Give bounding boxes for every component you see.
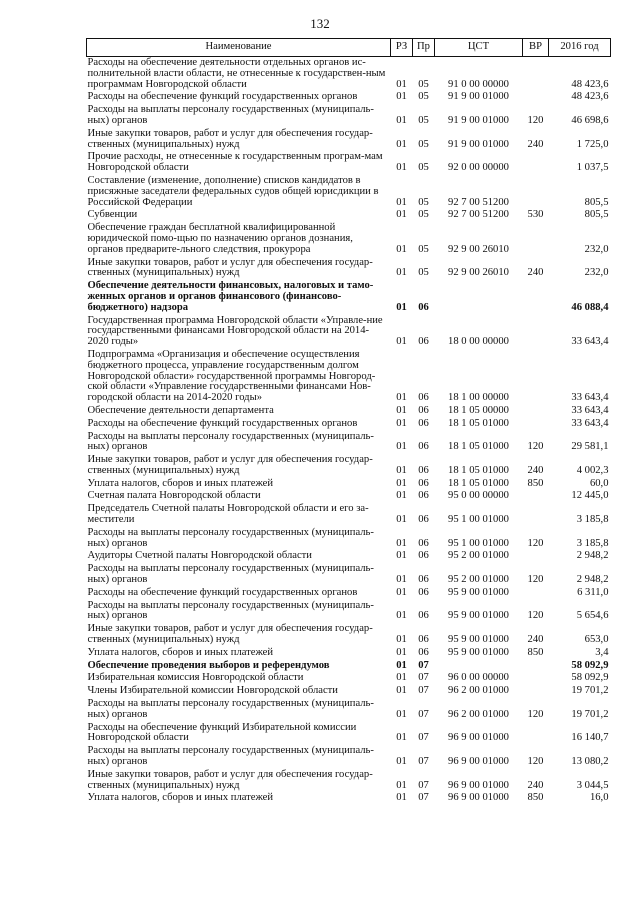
table-row: [87, 600, 611, 624]
table-row: [87, 418, 611, 431]
row-name: Члены Избирательной комиссии Новгородской области: [87, 685, 338, 697]
row-rz: 01: [396, 708, 407, 720]
row-pr: 05: [418, 209, 429, 221]
header-name: Наименование: [87, 39, 391, 57]
row-cst: 96 9 00 01000: [448, 779, 509, 791]
row-amount: 33 643,4: [571, 417, 609, 429]
table-row: [87, 550, 611, 563]
row-name: Уплата налогов, сборов и иных платежей: [87, 792, 274, 804]
row-cst: 92 0 00 00000: [448, 162, 509, 174]
row-amount: 3 044,5: [576, 779, 609, 791]
row-name: Обеспечение проведения выборов и референдумов: [87, 659, 330, 671]
row-amount: 2 948,2: [576, 574, 609, 586]
row-amount: 58 092,9: [571, 672, 609, 684]
row-vr: 530: [527, 209, 544, 221]
row-pr: 06: [418, 477, 429, 489]
row-amount: 33 643,4: [571, 336, 609, 348]
row-pr: 06: [418, 441, 429, 453]
row-rz: 01: [396, 114, 407, 126]
row-rz: 01: [396, 243, 407, 255]
row-amount: 46 088,4: [571, 301, 609, 313]
row-rz: 01: [396, 514, 407, 526]
row-cst: 92 9 00 26010: [448, 267, 509, 279]
row-vr: [523, 222, 549, 256]
row-name: Расходы на обеспечение функций государственных органов: [87, 91, 358, 103]
row-pr: 06: [418, 404, 429, 416]
row-cst: 96 9 00 01000: [448, 756, 509, 768]
row-rz: 01: [396, 267, 407, 279]
row-pr: 07: [418, 756, 429, 768]
table-header-row: [87, 39, 611, 57]
row-cst: 95 1 00 01000: [448, 537, 509, 549]
row-vr: [523, 315, 549, 349]
table-row: [87, 672, 611, 685]
row-cst: 95 9 00 01000: [448, 586, 509, 598]
table-row: [87, 405, 611, 418]
row-pr: 05: [418, 138, 429, 150]
row-name: Государственная программа Новгородской области «Управле-ние государственными финансами Новгородской области на 2014-2020 годы»: [87, 314, 383, 348]
row-pr: 07: [418, 779, 429, 791]
row-amount: 29 581,1: [571, 441, 609, 453]
row-amount: 58 092,9: [571, 659, 609, 671]
row-amount: 805,5: [584, 209, 609, 221]
row-name: Подпрограмма «Организация и обеспечение осуществления бюджетного процесса, управление государственным долгом Новгородской области» государственной программы Новгород-ской области «Управление государственными финансами Нов-городской области на 2014-2020 годы»: [87, 348, 376, 404]
row-vr: 120: [527, 574, 544, 586]
row-pr: 06: [418, 574, 429, 586]
row-vr: [523, 503, 549, 527]
table-row: [87, 769, 611, 793]
row-name: Расходы на обеспечение функций государственных органов: [87, 417, 358, 429]
row-cst: 95 9 00 01000: [448, 610, 509, 622]
table-row: [87, 209, 611, 222]
row-rz: 01: [396, 417, 407, 429]
table-row: [87, 128, 611, 152]
row-vr: 850: [527, 477, 544, 489]
row-rz: 01: [396, 91, 407, 103]
row-amount: 3,4: [595, 646, 609, 658]
row-name: Обеспечение деятельности департамента: [87, 404, 274, 416]
table-row: [87, 660, 611, 673]
row-vr: 850: [527, 646, 544, 658]
table-row: [87, 503, 611, 527]
table-row: [87, 745, 611, 769]
table-row: [87, 698, 611, 722]
row-pr: 05: [418, 243, 429, 255]
table-row: [87, 151, 611, 175]
row-rz: 01: [396, 685, 407, 697]
row-vr: [523, 405, 549, 418]
table-row: [87, 792, 611, 805]
row-vr: [523, 722, 549, 746]
row-cst: 92 7 00 51200: [448, 196, 509, 208]
row-amount: 3 185,8: [576, 537, 609, 549]
row-vr: [523, 660, 549, 673]
row-pr: 07: [418, 685, 429, 697]
row-cst: 18 0 00 00000: [448, 336, 509, 348]
row-name: Обеспечение деятельности финансовых, налоговых и тамо-женных органов и органов финансового (финансово-бюджетного) надзора: [87, 280, 374, 313]
row-vr: 120: [527, 537, 544, 549]
row-name: Расходы на выплаты персоналу государственных (муниципаль-ных) органов: [87, 430, 374, 453]
row-name: Иные закупки товаров, работ и услуг для обеспечения государ-ственных (муниципальных) нужд: [87, 127, 373, 150]
row-pr: 06: [418, 634, 429, 646]
row-pr: 06: [418, 392, 429, 404]
row-rz: 01: [396, 490, 407, 502]
row-pr: 06: [418, 301, 429, 313]
table-row: [87, 222, 611, 256]
row-vr: [523, 91, 549, 104]
row-rz: 01: [396, 586, 407, 598]
row-cst: 92 7 00 51200: [448, 209, 509, 221]
row-rz: 01: [396, 732, 407, 744]
table-row: [87, 257, 611, 281]
row-vr: [523, 587, 549, 600]
row-name: Счетная палата Новгородской области: [87, 490, 261, 502]
table-row: [87, 490, 611, 503]
row-pr: 06: [418, 537, 429, 549]
header-rz: РЗ: [391, 39, 413, 57]
row-cst: 96 9 00 01000: [448, 732, 509, 744]
row-cst: 96 2 00 01000: [448, 685, 509, 697]
row-amount: 16,0: [589, 792, 609, 804]
table-row: [87, 623, 611, 647]
row-name: Обеспечение граждан бесплатной квалифицированной юридической помо-щью по назначению органов дознания, органов предварите-льного следствия, прокурора: [87, 222, 353, 255]
header-cst: ЦСТ: [435, 39, 523, 57]
row-pr: 06: [418, 514, 429, 526]
row-vr: 120: [527, 441, 544, 453]
row-vr: [523, 418, 549, 431]
row-amount: 4 002,3: [576, 464, 609, 476]
row-vr: 240: [527, 779, 544, 791]
row-amount: 19 701,2: [571, 685, 609, 697]
row-pr: 06: [418, 417, 429, 429]
row-rz: 01: [396, 634, 407, 646]
row-rz: 01: [396, 138, 407, 150]
row-rz: 01: [396, 477, 407, 489]
row-pr: 05: [418, 267, 429, 279]
table-row: [87, 647, 611, 660]
row-rz: 01: [396, 301, 407, 313]
header-vr: ВР: [523, 39, 549, 57]
row-rz: 01: [396, 537, 407, 549]
row-pr: 07: [418, 659, 429, 671]
row-amount: 232,0: [584, 267, 609, 279]
row-rz: 01: [396, 441, 407, 453]
row-cst: 18 1 05 00000: [448, 404, 509, 416]
row-vr: 850: [527, 792, 544, 804]
row-pr: 06: [418, 646, 429, 658]
row-pr: 06: [418, 464, 429, 476]
row-amount: 3 185,8: [576, 514, 609, 526]
row-vr: [523, 175, 549, 209]
row-rz: 01: [396, 336, 407, 348]
row-name: Иные закупки товаров, работ и услуг для обеспечения государ-ственных (муниципальных) нужд: [87, 623, 373, 646]
row-amount: 232,0: [584, 243, 609, 255]
table-row: [87, 104, 611, 128]
row-cst: 91 9 00 01000: [448, 91, 509, 103]
row-cst: 95 9 00 01000: [448, 634, 509, 646]
header-pr: Пр: [413, 39, 435, 57]
row-cst: 95 9 00 01000: [448, 646, 509, 658]
row-name: Расходы на выплаты персоналу государственных (муниципаль-ных) органов: [87, 745, 374, 768]
row-cst: 18 1 05 01000: [448, 417, 509, 429]
row-vr: [523, 490, 549, 503]
table-row: [87, 57, 611, 92]
row-name: Иные закупки товаров, работ и услуг для обеспечения государ-ственных (муниципальных) нужд: [87, 768, 373, 791]
row-rz: 01: [396, 78, 407, 90]
row-name: Избирательная комиссия Новгородской области: [87, 672, 304, 684]
row-pr: 07: [418, 708, 429, 720]
row-amount: 48 423,6: [571, 91, 609, 103]
row-rz: 01: [396, 162, 407, 174]
row-amount: 19 701,2: [571, 708, 609, 720]
row-name: Расходы на выплаты персоналу государственных (муниципаль-ных) органов: [87, 698, 374, 720]
row-name: Расходы на выплаты персоналу государственных (муниципаль-ных) органов: [87, 104, 374, 126]
table-row: [87, 563, 611, 587]
table-row: [87, 280, 611, 314]
row-name: Составление (изменение, дополнение) списков кандидатов в присяжные заседатели федеральных судов общей юрисдикции в Российской Федерации: [87, 174, 379, 208]
row-name: Иные закупки товаров, работ и услуг для обеспечения государ-ственных (муниципальных) нужд: [87, 256, 373, 279]
row-rz: 01: [396, 672, 407, 684]
row-rz: 01: [396, 646, 407, 658]
row-pr: 06: [418, 336, 429, 348]
row-cst: [435, 280, 523, 314]
row-amount: 46 698,6: [571, 114, 609, 126]
row-vr: 120: [527, 708, 544, 720]
row-pr: 05: [418, 196, 429, 208]
row-rz: 01: [396, 574, 407, 586]
page-number: 132: [310, 16, 330, 31]
row-pr: 05: [418, 91, 429, 103]
row-cst: 92 9 00 26010: [448, 243, 509, 255]
row-pr: 05: [418, 78, 429, 90]
row-name: Председатель Счетной палаты Новгородской области и его за-местители: [87, 503, 369, 526]
row-cst: 95 0 00 00000: [448, 490, 509, 502]
row-vr: [523, 57, 549, 92]
row-pr: 06: [418, 490, 429, 502]
row-vr: [523, 550, 549, 563]
row-rz: 01: [396, 404, 407, 416]
row-pr: 05: [418, 114, 429, 126]
row-cst: 96 0 00 00000: [448, 672, 509, 684]
row-name: Расходы на обеспечение функций государственных органов: [87, 586, 358, 598]
row-amount: 33 643,4: [571, 392, 609, 404]
row-vr: 240: [527, 634, 544, 646]
row-vr: 120: [527, 756, 544, 768]
row-amount: 60,0: [589, 477, 609, 489]
row-amount: 2 948,2: [576, 550, 609, 562]
row-name: Субвенции: [87, 209, 138, 221]
row-amount: 16 140,7: [571, 732, 609, 744]
row-cst: 96 9 00 01000: [448, 792, 509, 804]
row-rz: 01: [396, 792, 407, 804]
row-rz: 01: [396, 610, 407, 622]
row-vr: 240: [527, 138, 544, 150]
budget-table: [86, 38, 611, 805]
row-pr: 06: [418, 586, 429, 598]
row-amount: 48 423,6: [571, 78, 609, 90]
table-row: [87, 431, 611, 455]
row-rz: 01: [396, 392, 407, 404]
row-rz: 01: [396, 779, 407, 791]
row-cst: 91 0 00 00000: [448, 78, 509, 90]
row-amount: 805,5: [584, 196, 609, 208]
row-amount: 5 654,6: [576, 610, 609, 622]
table-row: [87, 315, 611, 349]
row-cst: 95 2 00 01000: [448, 550, 509, 562]
table-row: [87, 527, 611, 551]
row-amount: 1 037,5: [576, 162, 609, 174]
row-pr: 06: [418, 610, 429, 622]
row-name: Расходы на выплаты персоналу государственных (муниципаль-ных) органов: [87, 599, 374, 622]
row-cst: [435, 660, 523, 673]
row-name: Уплата налогов, сборов и иных платежей: [87, 477, 274, 489]
row-rz: 01: [396, 659, 407, 671]
row-vr: 120: [527, 610, 544, 622]
row-rz: 01: [396, 464, 407, 476]
row-cst: 18 1 05 01000: [448, 477, 509, 489]
row-pr: 06: [418, 550, 429, 562]
row-cst: 91 9 00 01000: [448, 138, 509, 150]
row-amount: 653,0: [584, 634, 609, 646]
row-name: Уплата налогов, сборов и иных платежей: [87, 646, 274, 658]
row-rz: 01: [396, 756, 407, 768]
row-vr: 120: [527, 114, 544, 126]
row-pr: 05: [418, 162, 429, 174]
row-vr: [523, 685, 549, 698]
row-vr: [523, 349, 549, 405]
row-cst: 91 9 00 01000: [448, 114, 509, 126]
row-pr: 07: [418, 792, 429, 804]
row-rz: 01: [396, 196, 407, 208]
row-cst: 96 2 00 01000: [448, 708, 509, 720]
table-row: [87, 349, 611, 405]
table-body: [87, 57, 611, 806]
row-amount: 33 643,4: [571, 404, 609, 416]
row-vr: 240: [527, 464, 544, 476]
row-name: Прочие расходы, не отнесенные к государственным програм-мам Новгородской области: [87, 151, 383, 174]
table-row: [87, 722, 611, 746]
row-name: Иные закупки товаров, работ и услуг для обеспечения государ-ственных (муниципальных) нужд: [87, 454, 373, 476]
row-vr: [523, 672, 549, 685]
row-cst: 95 2 00 01000: [448, 574, 509, 586]
row-amount: 1 725,0: [576, 138, 609, 150]
row-cst: 18 1 00 00000: [448, 392, 509, 404]
row-amount: 13 080,2: [571, 756, 609, 768]
header-year: 2016 год: [549, 39, 611, 57]
row-name: Расходы на выплаты персоналу государственных (муниципаль-ных) органов: [87, 563, 374, 586]
table-row: [87, 454, 611, 478]
row-pr: 07: [418, 672, 429, 684]
table-row: [87, 91, 611, 104]
row-pr: 07: [418, 732, 429, 744]
row-cst: 18 1 05 01000: [448, 441, 509, 453]
row-rz: 01: [396, 550, 407, 562]
row-vr: [523, 151, 549, 175]
row-vr: [523, 280, 549, 314]
row-amount: 6 311,0: [577, 586, 609, 598]
row-vr: 240: [527, 267, 544, 279]
row-name: Расходы на обеспечение деятельности отдельных органов ис-полнительной власти области, не отнесенные к государствен-ным программам Новгородской области: [87, 57, 386, 90]
table-row: [87, 587, 611, 600]
table-row: [87, 685, 611, 698]
row-name: Аудиторы Счетной палаты Новгородской области: [87, 550, 312, 562]
row-cst: 18 1 05 01000: [448, 464, 509, 476]
row-name: Расходы на обеспечение функций Избирательной комиссии Новгородской области: [87, 721, 357, 744]
table-row: [87, 175, 611, 209]
row-cst: 95 1 00 01000: [448, 514, 509, 526]
row-name: Расходы на выплаты персоналу государственных (муниципаль-ных) органов: [87, 526, 374, 549]
row-rz: 01: [396, 209, 407, 221]
row-amount: 12 445,0: [571, 490, 609, 502]
table-row: [87, 478, 611, 491]
